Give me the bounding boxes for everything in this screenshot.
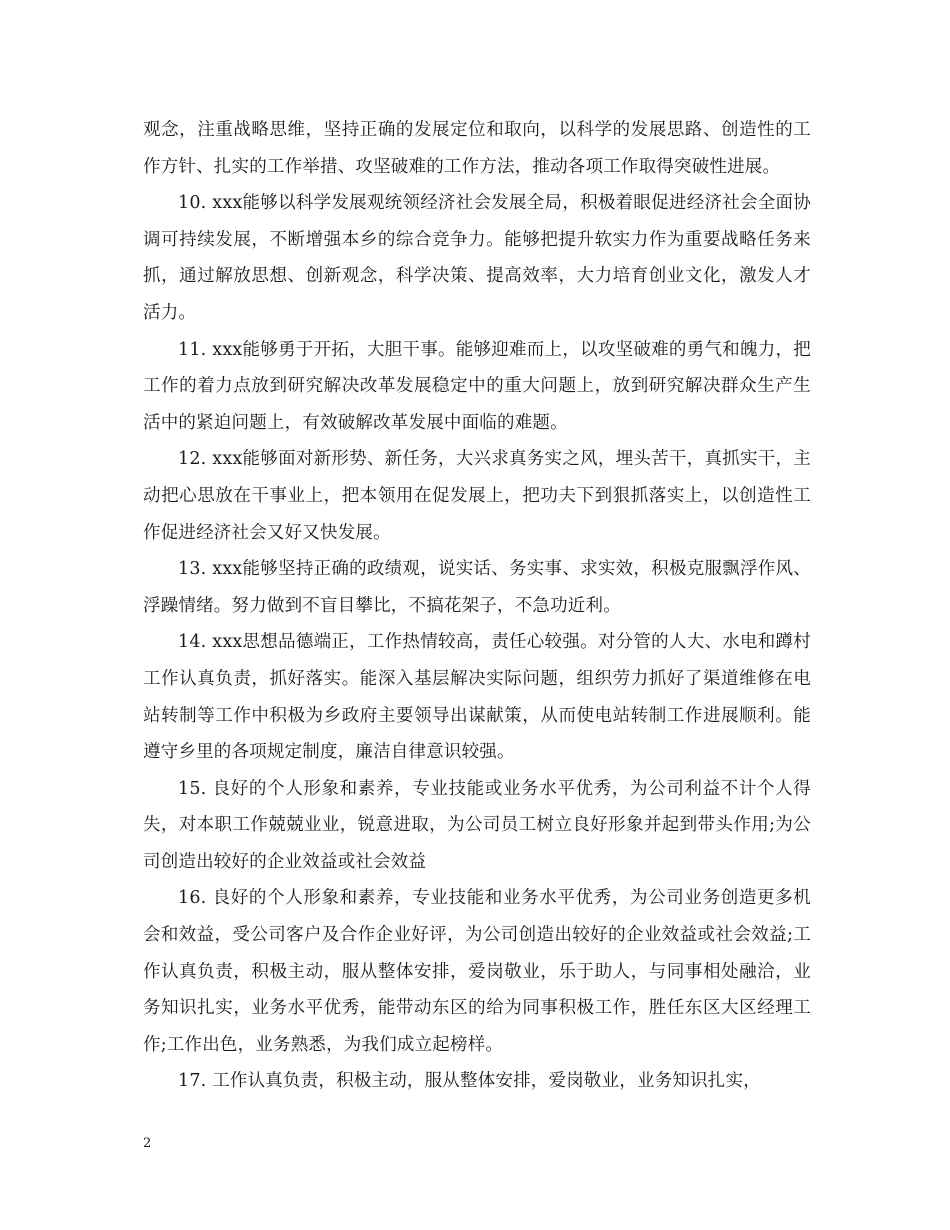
paragraph-item-17: 17. 工作认真负责，积极主动，服从整体安排，爱岗敬业，业务知识扎实， xyxy=(178,1071,761,1092)
paragraph-item-15: 15. 良好的个人形象和素养，专业技能或业务水平优秀，为公司利益不计个人得失，对本职工作兢兢业业，锐意进取，为公司员工树立良好形象并起到带头作用;为公司创造出较好的企业效益或社会效益 xyxy=(143,778,811,872)
document-body xyxy=(143,112,811,1100)
paragraph-item-14: 14. xxx思想品德端正，工作热情较高，责任心较强。对分管的人大、水电和蹲村工作认真负责，抓好落实。能深入基层解决实际问题，组织劳力抓好了渠道维修在电站转制等工作中积极为乡政府主要领导出谋献策，从而使电站转制工作进展顺利。能遵守乡里的各项规定制度，廉洁自律意识较强。 xyxy=(143,632,811,763)
paragraph-item-11: 11. xxx能够勇于开拓，大胆干事。能够迎难而上，以攻坚破难的勇气和魄力，把工作的着力点放到研究解决改革发展稳定中的重大问题上，放到研究解决群众生产生活中的紧迫问题上，有效破解改革发展中面临的难题。 xyxy=(143,339,811,433)
paragraph-continuation: 观念，注重战略思维，坚持正确的发展定位和取向，以科学的发展思路、创造性的工作方针、扎实的工作举措、攻坚破难的工作方法，推动各项工作取得突破性进展。 xyxy=(143,120,811,177)
paragraph-item-10: 10. xxx能够以科学发展观统领经济社会发展全局，积极着眼促进经济社会全面协调可持续发展，不断增强本乡的综合竞争力。能够把提升软实力作为重要战略任务来抓，通过解放思想、创新观念，科学决策、提高效率，大力培育创业文化，激发人才活力。 xyxy=(143,193,811,323)
paragraph-item-16: 16. 良好的个人形象和素养，专业技能和业务水平优秀，为公司业务创造更多机会和效益，受公司客户及合作企业好评，为公司创造出较好的企业效益或社会效益;工作认真负责，积极主动，服从整体安排，爱岗敬业，乐于助人，与同事相处融洽，业务知识扎实，业务水平优秀，能带动东区的给为同事积极工作，胜任东区大区经理工作;工作出色，业务熟悉，为我们成立起榜样。 xyxy=(143,888,811,1055)
page-number: 2 xyxy=(143,1136,152,1151)
paragraph-item-13: 13. xxx能够坚持正确的政绩观，说实话、务实事、求实效，积极克服飘浮作风、浮躁情绪。努力做到不盲目攀比，不搞花架子，不急功近利。 xyxy=(143,559,811,616)
paragraph-item-12: 12. xxx能够面对新形势、新任务，大兴求真务实之风，埋头苦干，真抓实干，主动把心思放在干事业上，把本领用在促发展上，把功夫下到狠抓落实上，以创造性工作促进经济社会又好又快发展。 xyxy=(143,449,811,543)
